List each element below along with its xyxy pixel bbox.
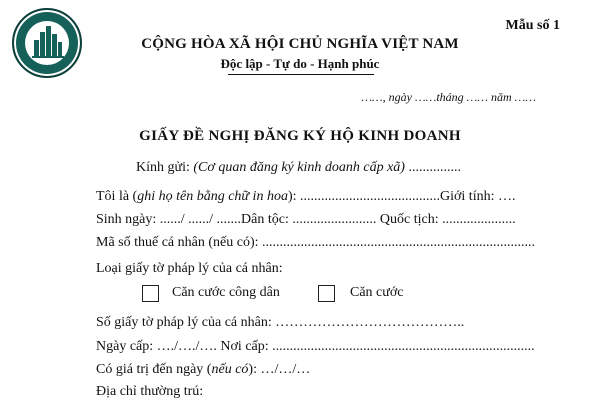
name-hint: ghi họ tên bằng chữ in hoa: [137, 189, 288, 204]
validity-hint: nếu có: [211, 362, 249, 377]
name-gender-fill: ): ........................................Giới tính: ….: [287, 189, 516, 204]
nation-heading: CỘNG HÒA XÃ HỘI CHỦ NGHĨA VIỆT NAM: [141, 36, 459, 52]
doc-number-line[interactable]: Số giấy tờ pháp lý của cá nhân: …………………………………..: [96, 315, 465, 330]
citizen-id-checkbox[interactable]: [142, 285, 159, 302]
validity-label: Có giá trị đến ngày (: [96, 362, 212, 377]
form-number: Mẫu số 1: [505, 18, 560, 33]
birth-ethnicity-nationality-line[interactable]: Sinh ngày: ....../ ....../ .......Dân tộc: ........................ Quốc tịch: .....................: [96, 212, 516, 227]
id-card-label: Căn cước: [350, 285, 404, 300]
form-title: GIẤY ĐỀ NGHỊ ĐĂNG KÝ HỘ KINH DOANH: [139, 128, 461, 144]
address-label[interactable]: Địa chỉ thường trú:: [96, 384, 204, 399]
name-label: Tôi là (: [96, 189, 138, 204]
recipient-dots: ...............: [404, 160, 461, 175]
id-card-checkbox[interactable]: [318, 285, 335, 302]
validity-fill: ): …/…/…: [248, 362, 311, 377]
issue-date-place-line[interactable]: Ngày cấp: …./…./…. Nơi cấp: ...........................................................................: [96, 339, 535, 354]
recipient-label: Kính gửi:: [136, 160, 194, 175]
validity-line[interactable]: [96, 362, 310, 378]
citizen-id-label: Căn cước công dân: [172, 285, 280, 300]
date-line: ……, ngày ……tháng …… năm ……: [361, 90, 536, 104]
name-gender-line[interactable]: [96, 189, 515, 205]
recipient-line: [136, 160, 461, 176]
doc-type-label: Loại giấy tờ pháp lý của cá nhân:: [96, 261, 283, 276]
recipient-value: (Cơ quan đăng ký kinh doanh cấp xã): [193, 160, 405, 175]
motto: Độc lập - Tự do - Hạnh phúc: [220, 56, 380, 71]
motto-underline: [228, 74, 374, 75]
tax-code-line[interactable]: Mã số thuế cá nhân (nếu có): ..............................................................................: [96, 235, 535, 250]
